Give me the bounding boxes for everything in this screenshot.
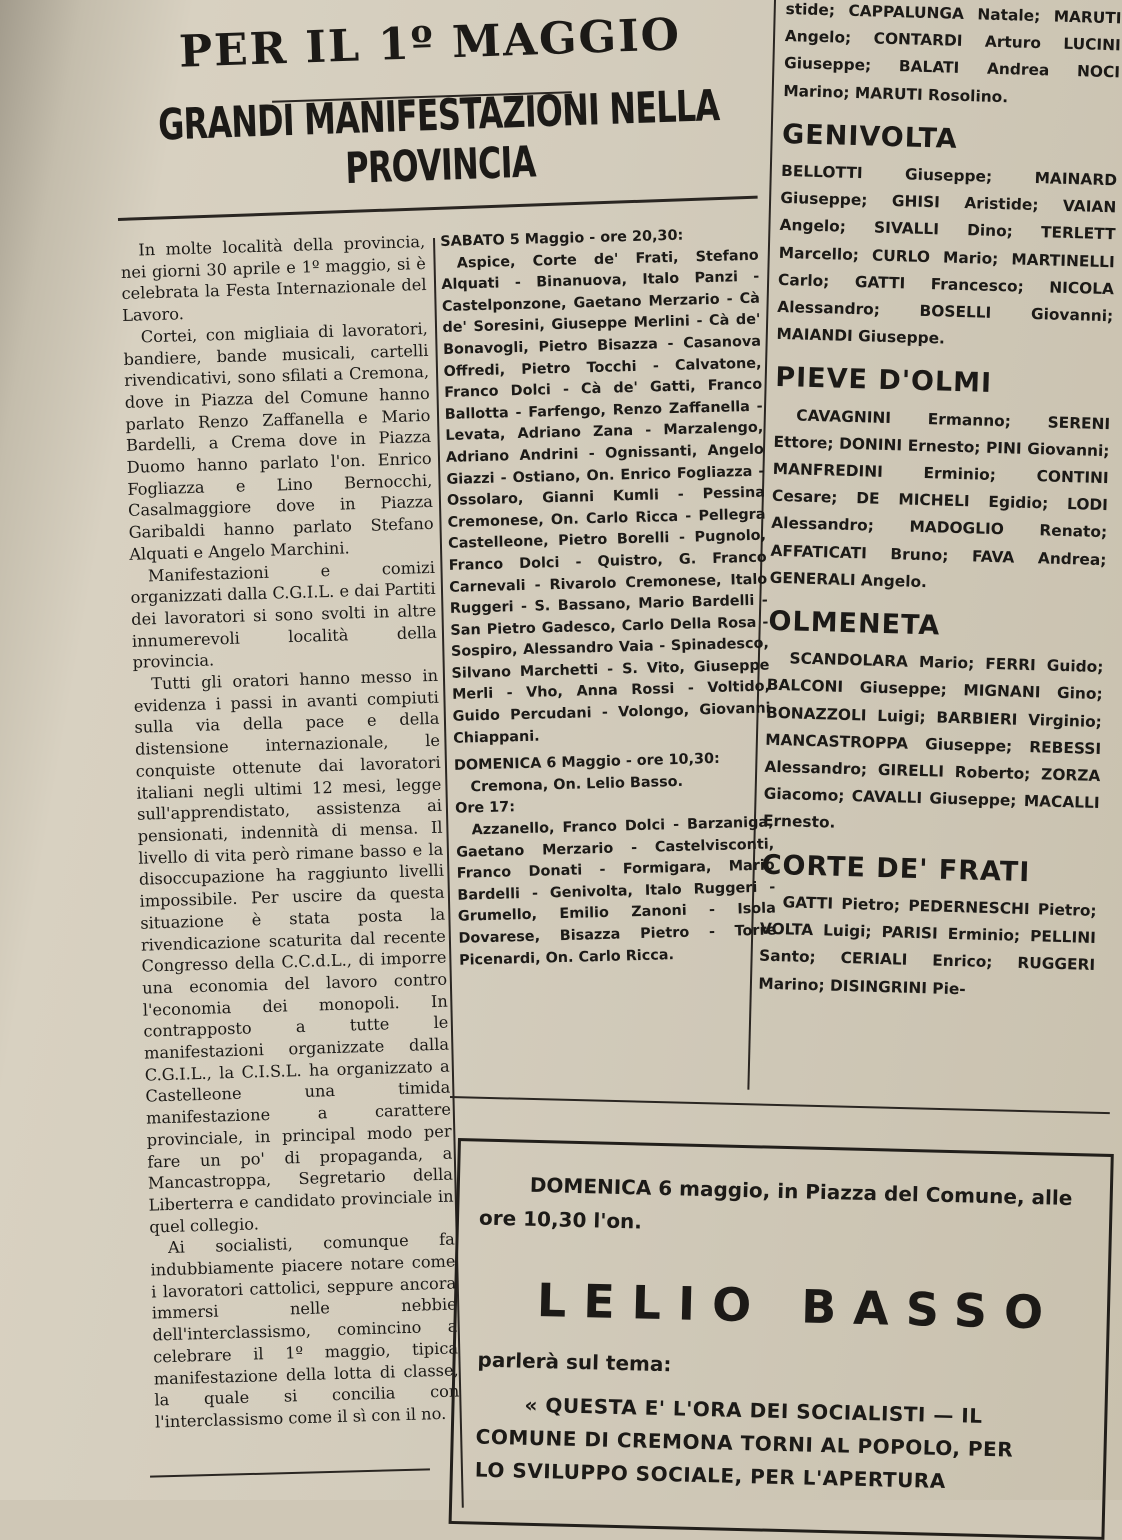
schedule-heading-sunday: DOMENICA 6 Maggio - ore 10,30:: [453, 751, 721, 775]
section-title-pieve-dolmi: PIEVE D'OLMI: [774, 362, 993, 400]
schedule-ore17-list: Azzanello, Franco Dolci - Barzaniga, Gaetano Merzario - Castelvisconti, Franco Donati - Formigara, Mario Bardelli - Genivolta, Italo Ruggeri - Grumello, Emilio Zanoni - Isola Dovarese, Bisazza Pietro - Torre Picenardi, On. Carlo Ricca.: [456, 814, 777, 969]
schedule-heading-ore17: Ore 17:: [454, 799, 516, 818]
candidate-lists: [758, 0, 1122, 1007]
names-continued: stide; CAPPALUNGA Natale; MARUTI Angelo; CONTARDI Arturo LUCINI Giuseppe; BALATI Andrea NOCI Marino; MARUTI Rosolino.: [783, 0, 1122, 106]
article-paragraph: Tutti gli oratori hanno messo in evidenza i passi in avanti compiuti sulla via della pace e della distensione internazionale, le conquiste ottenute dai lavoratori italiani negli ultimi 12 mesi, legge sull'apprendistato, assistenza ai pensionati, indennità di mensa. Il livello di vita però rimane basso e la disoccupazione ha raggiunto livelli impossibile. Per uscire da questa situazione è stata posta la rivendicazione scaturita dal recente Congresso della C.C.d.L., di imporre una economia del lavoro contro l'economia dei monopoli. In contrapposto a tutte le manifestazioni organizzate dalla C.G.I.L., la C.I.S.L. ha organizzato a Castelleone una timida manifestazione a carattere provinciale, in principal modo per fare un po' di propaganda, a Mancastroppa, Segretario della Liberterra e candidato provinciale in quel collegio.: [133, 665, 454, 1237]
schedule-saturday-list: Aspice, Corte de' Frati, Stefano Alquati - Binanuova, Italo Panzi - Castelponzone, Gaetano Merzario - Cà de' Soresini, Giuseppe Merlini - Cà de' Bonavogli, Pietro Bisazza - Casanova Offredi, Pietro Tocchi - Calvatone, Franco Dolci - Cà de' Gatti, Franco Ballotta - Farfengo, Renzo Zaffanella - Levata, Adriano Zana - Marzalengo, Adriano Andrini - Ognissanti, Angelo Giazzi - Ostiano, On. Enrico Fogliazza - Ossolaro, Gianni Kumli - Pessina Cremonese, On. Carlo Ricca - Pellegra Castelleone, Pietro Borelli - Pugnolo, Franco Dolci - Quistro, G. Franco Carnevali - Rivarolo Cremonese, Italo Ruggeri - S. Bassano, Mario Bardelli - San Pietro Gadesco, Carlo Della Rosa - Sospiro, Alessandro Vaia - Spinadesco, Silvano Marchetti - S. Vito, Giuseppe Merli - Vho, Anna Rossi - Voltido, Guido Percudani - Volongo, Giovanni Chiappani.: [441, 247, 771, 747]
article-paragraph: Ai socialisti, comunque fa indubbiamente piacere notare come i lavoratori cattolici, seppure ancora immersi nelle nebbie dell'interclassismo, comincino a celebrare il 1º maggio, tipica manifestazione della lotta di classe, la quale si concilia con l'interclassismo come il sì con il no.: [150, 1229, 460, 1432]
announcement-quote: [474, 1388, 1036, 1501]
names-corte-de-frati: GATTI Pietro; PEDERNESCHI Pietro; VOLTA Luigi; PARISI Erminio; PELLINI Santo; CERIALI Enrico; RUGGERI Marino; DISINGRINI Pie-: [758, 893, 1097, 998]
article-body: [120, 231, 460, 1433]
announcement-topic-intro: parlerà sul tema:: [477, 1347, 672, 1377]
kicker-title: PER IL 1º MAGGIO: [178, 9, 682, 78]
names-pieve-dolmi: CAVAGNINI Ermanno; SERENI Ettore; DONINI Ernesto; PINI Giovanni; MANFREDINI Erminio; CONTINI Cesare; DE MICHELI Egidio; LODI Alessandro; MADOGLIO Renato; AFFATICATI Bruno; FAVA Andrea; GENERALI Angelo.: [769, 406, 1111, 592]
announcement-line-1: DOMENICA 6 maggio, in Piazza del Comune, alle: [529, 1172, 1073, 1211]
names-genivolta: BELLOTTI Giuseppe; MAINARD Giuseppe; GHISI Aristide; VAIAN Angelo; SIVALLI Dino; TERLETT Marcello; CURLO Mario; MARTINELLI Carlo; GATTI Francesco; NICOLA Alessandro; BOSELLI Giovanni; MAIANDI Giuseppe.: [776, 161, 1118, 348]
announcement-line-2: ore 10,30 l'on.: [478, 1205, 643, 1234]
section-title-corte-de-frati: CORTE DE' FRATI: [761, 849, 1031, 888]
headline: GRANDI MANIFESTAZIONI NELLA PROVINCIA: [157, 81, 721, 195]
article-paragraph: Manifestazioni e comizi organizzati dalla C.G.I.L. e dai Partiti dei lavoratori si sono svolti in altre innumerevoli località della provincia.: [130, 557, 438, 673]
section-title-olmeneta: OLMENETA: [768, 605, 941, 642]
announcement-box: [449, 1138, 1114, 1540]
section-title-genivolta: GENIVOLTA: [781, 118, 959, 155]
speaker-name: LELIO BASSO: [536, 1272, 1061, 1340]
schedule-heading-saturday: SABATO 5 Maggio - ore 20,30:: [440, 227, 684, 250]
schedule-sunday-list: Cremona, On. Lelio Basso.: [470, 773, 684, 796]
rally-schedule: [440, 224, 777, 972]
quote-text: « QUESTA E' L'ORA DEI SOCIALISTI — IL COMUNE DI CREMONA TORNI AL POPOLO, PER LO SVILUPPO SOCIALE, PER L'APERTURA: [474, 1392, 1014, 1494]
names-olmeneta: SCANDOLARA Mario; FERRI Guido; BALCONI Giuseppe; MIGNANI Gino; BONAZZOLI Luigi; BARBIERI Virginio; MANCASTROPPA Giuseppe; REBESSI Alessandro; GIRELLI Roberto; ZORZA Giacomo; CAVALLI Giuseppe; MACALLI Ernesto.: [762, 649, 1104, 833]
article-paragraph: Cortei, con migliaia di lavoratori, bandiere, bande musicali, cartelli rivendicativi, sono sfilati a Cremona, dove in Piazza del Comune hanno parlato Renzo Zaffanella e Mario Bardelli, a Crema dove in Piazza Duomo hanno parlato l'on. Enrico Fogliazza e Lino Bernocchi, Casalmaggiore dove in Piazza Garibaldi hanno parlato Stefano Alquati e Angelo Marchini.: [123, 318, 434, 564]
article-paragraph: In molte località della provincia, nei giorni 30 aprile e 1º maggio, si è celebrata la Festa Internazionale del Lavoro.: [120, 231, 427, 326]
